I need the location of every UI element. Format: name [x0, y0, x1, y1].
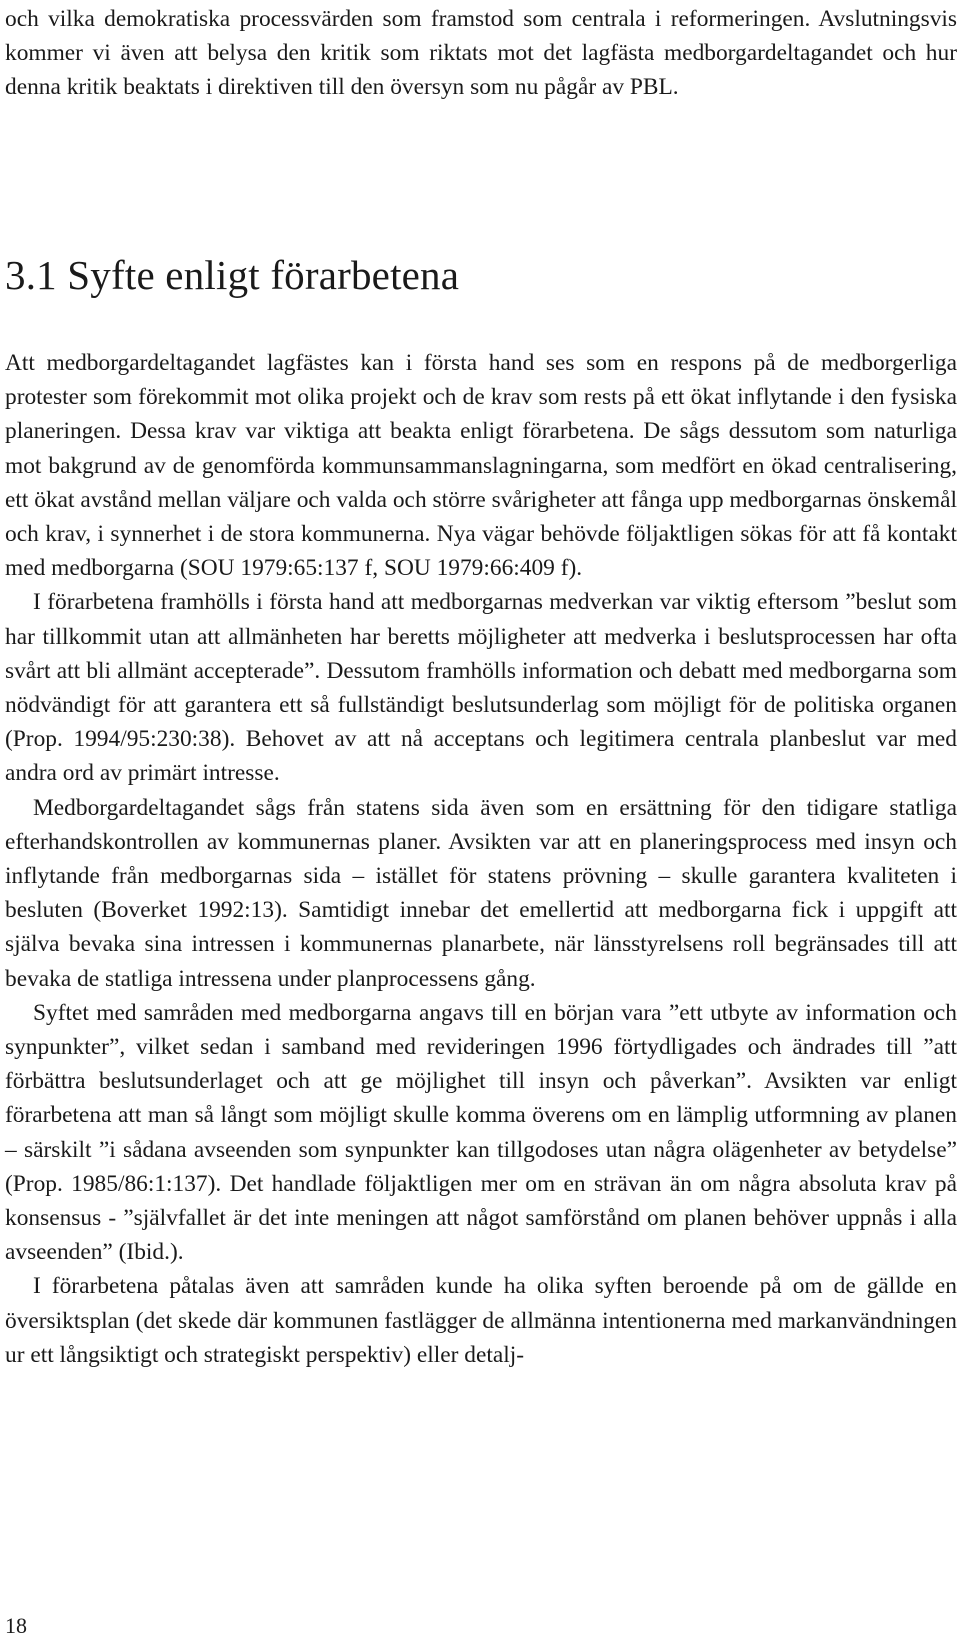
body-paragraph: Medborgardeltagandet sågs från statens sida även som en ersättning för den tidigare statliga efterhandskontrollen av kommunernas planer. Avsikten var att en planeringsprocess med insyn och inflytande från medborgarnas sida – istället för statens prövning – skulle garantera kvaliteten i besluten (Boverket 1992:13). Samtidigt innebar det emellertid att medborgarna fick i uppgift att själva bevaka sina intressen i kommunernas planarbete, när länsstyrelsens roll begränsades till att bevaka de statliga intressena under planprocessens gång. [5, 794, 957, 992]
body-paragraph: Syftet med samråden med medborgarna angavs till en början vara ”ett utbyte av information och synpunkter”, vilket sedan i samband med revideringen 1996 förtydligades och ändrades till ”att förbättra beslutsunderlaget och att ge möjlighet till insyn och påverkan”. Avsikten var enligt förarbetena att man så långt som möjligt skulle komma överens om en lämplig utformning av planen – särskilt ”i sådana avseenden som synpunkter kan tillgodoses utan några olägenheter av betydelse” (Prop. 1985/86:1:137). Det handlade följaktligen mer om en strävan än om några absoluta krav på konsensus - ”självfallet är det inte meningen att något samförstånd om planen behöver uppnås i alla avseenden” (Ibid.). [5, 999, 957, 1266]
section-body [5, 346, 957, 1372]
body-paragraph: I förarbetena påtalas även att samråden kunde ha olika syften beroende på om de gällde en översiktsplan (det skede där kommunen fastlägger de allmänna intentionerna med markanvändningen ur ett långsiktigt och strategiskt perspektiv) eller detalj- [5, 1273, 957, 1368]
body-paragraph: Att medborgardeltagandet lagfästes kan i första hand ses som en respons på de medborgerliga protester som förekommit mot olika projekt och de krav som rests på ett ökat inflytande i den fysiska planeringen. Dessa krav var viktiga att beakta enligt förarbetena. De sågs dessutom som naturliga mot bakgrund av de genomförda kommunsammanslagningarna, som medfört en ökad centralisering, ett ökat avstånd mellan väljare och valda och större svårigheter att fånga upp medborgarnas önskemål och krav, i synnerhet i de stora kommunerna. Nya vägar behövde följaktligen sökas för att få kontakt med medborgarna (SOU 1979:65:137 f, SOU 1979:66:409 f). [5, 350, 957, 582]
section-heading: 3.1 Syfte enligt förarbetena [5, 252, 460, 298]
intro-paragraph: och vilka demokratiska processvärden som framstod som centrala i reformeringen. Avslutningsvis kommer vi även att belysa den kritik som riktats mot det lagfästa medborgardeltagandet och hur denna kritik beaktats i direktiven till den översyn som nu pågår av PBL. [5, 6, 957, 100]
body-paragraph: I förarbetena framhölls i första hand att medborgarnas medverkan var viktig eftersom ”beslut som har tillkommit utan att allmänheten har beretts möjligheter att medverka i beslutsprocessen har ofta svårt att bli allmänt accepterade”. Dessutom framhölls information och debatt med medborgarna som nödvändigt för att garantera ett så fullständigt beslutsunderlag som möjligt för de politiska organen (Prop. 1994/95:230:38). Behovet av att nå acceptans och legitimera centrala planbeslut var med andra ord av primärt intresse. [5, 589, 957, 787]
page-number: 18 [5, 1613, 27, 1638]
